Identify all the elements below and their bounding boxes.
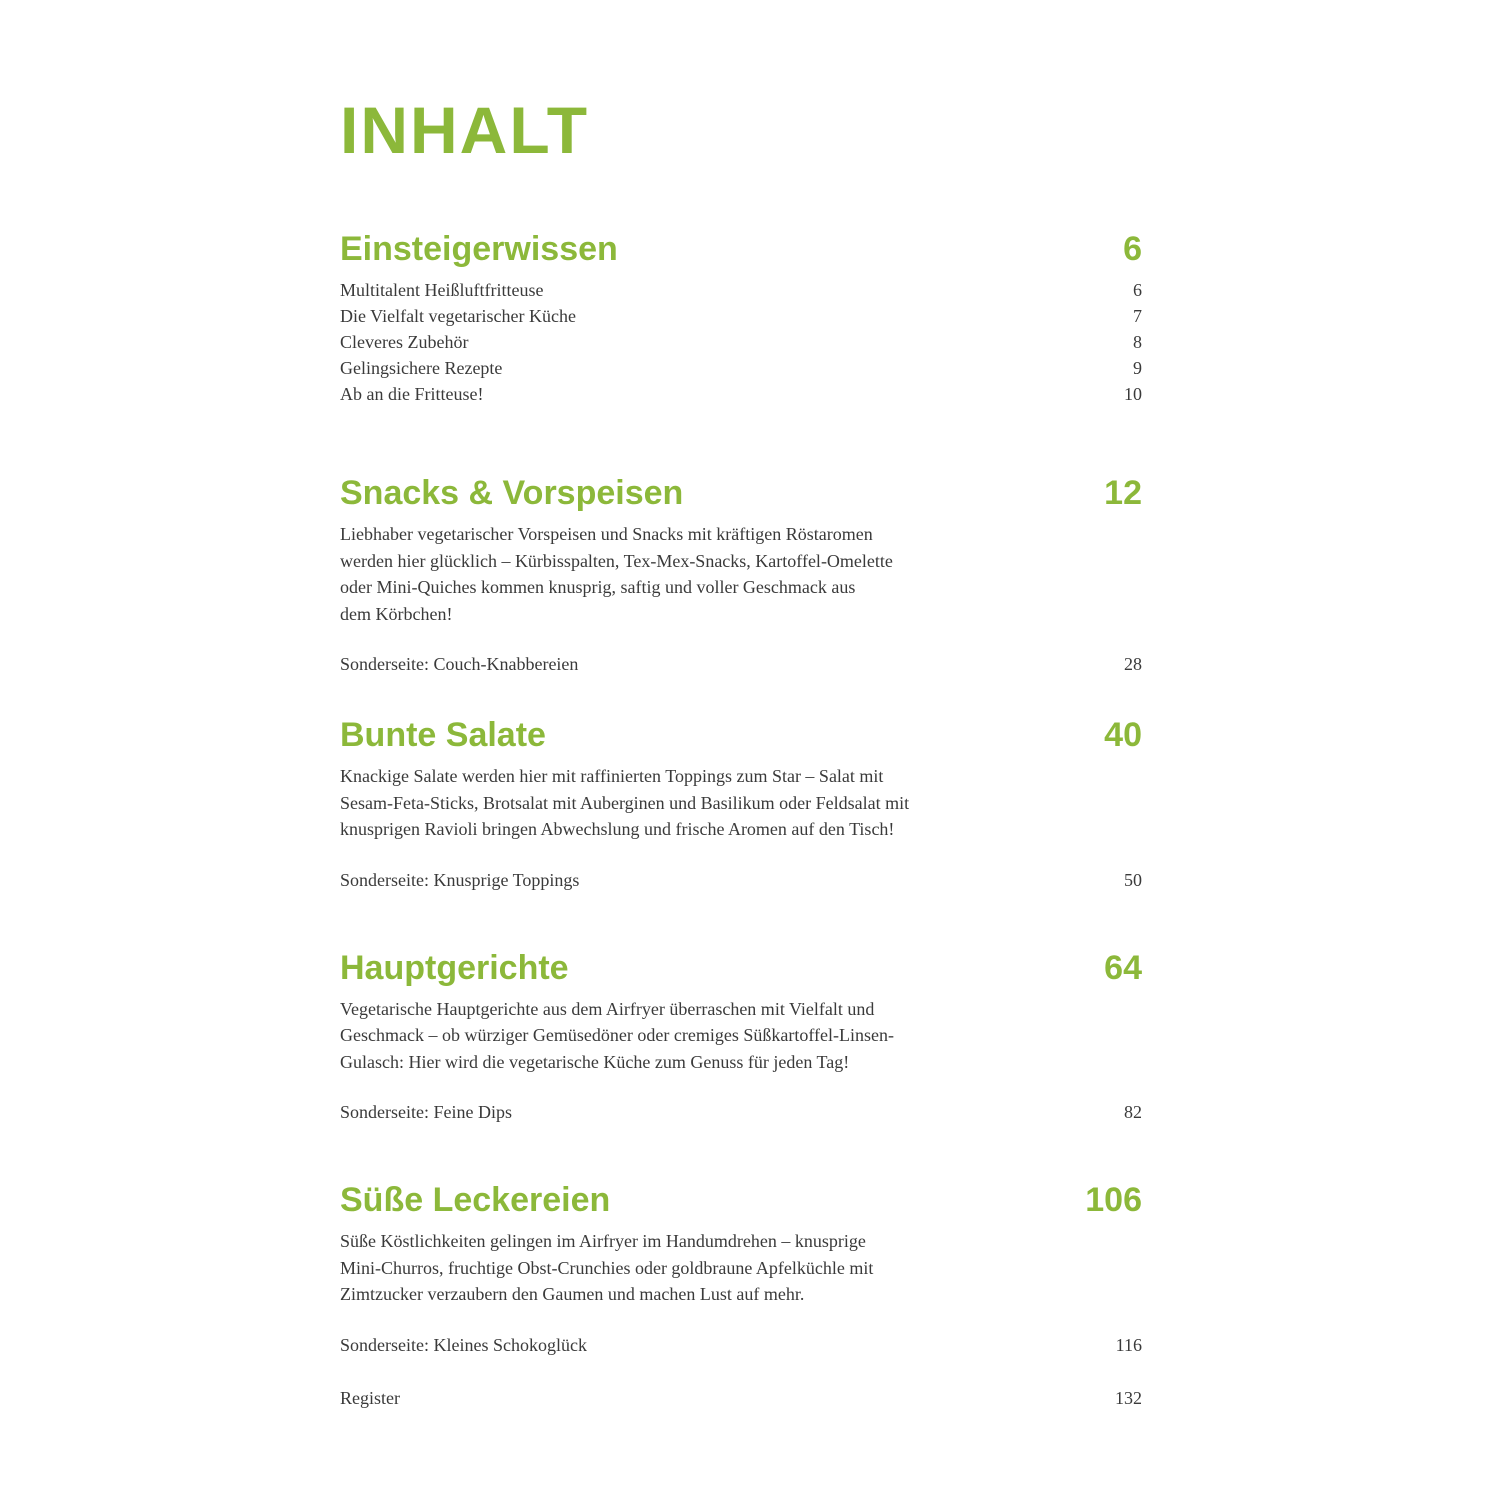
description-line: knusprigen Ravioli bringen Abwechslung und frische Aromen auf den Tisch! [340,819,895,839]
register-label: Register [340,1387,400,1408]
description-line: Zimtzucker verzaubern den Gaumen und machen Lust auf mehr. [340,1284,805,1304]
toc-item-page: 9 [1133,358,1142,378]
toc-item[interactable] [340,381,1142,407]
special-page-entry[interactable] [340,867,1142,893]
toc-item[interactable] [340,303,1142,329]
section-heading[interactable] [340,473,1142,513]
section-description [340,763,1020,843]
description-line: Gulasch: Hier wird die vegetarische Küche zum Genuss für jeden Tag! [340,1051,850,1072]
toc-item[interactable] [340,355,1142,381]
section-page-number: 40 [1104,716,1142,754]
special-page-number: 50 [1124,869,1142,890]
special-page-label: Sonderseite: Couch-Knabbereien [340,654,579,674]
special-page-label: Sonderseite: Knusprige Toppings [340,869,580,890]
section-title: Snacks & Vorspeisen [340,474,684,512]
section-page-number: 12 [1104,474,1142,512]
description-line: Vegetarische Hauptgerichte aus dem Airfryer überraschen mit Vielfalt und [340,998,875,1019]
section-heading[interactable] [340,948,1142,988]
section-title: Einsteigerwissen [340,230,618,268]
toc-item[interactable] [340,329,1142,355]
special-page-label: Sonderseite: Feine Dips [340,1102,512,1122]
description-line: dem Körbchen! [340,603,453,624]
toc-item-page: 7 [1133,306,1142,326]
section-page-number: 106 [1085,1181,1142,1219]
register-page-number: 132 [1115,1387,1142,1408]
description-line: werden hier glücklich – Kürbisspalten, Tex-Mex-Snacks, Kartoffel-Omelette [340,550,893,571]
section-einsteigerwissen [340,229,1142,407]
description-line: Geschmack – ob würziger Gemüsedöner oder cremiges Süßkartoffel-Linsen- [340,1025,894,1045]
special-page-number: 82 [1124,1102,1142,1122]
special-page-entry[interactable] [340,1332,1142,1358]
section-bunte-salate [340,715,1142,893]
table-of-contents [340,95,1142,1411]
section-title: Hauptgerichte [340,948,569,987]
section-description [340,1228,1010,1308]
section-description [340,996,1010,1076]
toc-item-label: Multitalent Heißluftfritteuse [340,280,544,300]
description-line: Süße Köstlichkeiten gelingen im Airfryer im Handumdrehen – knusprige [340,1231,866,1251]
description-line: Liebhaber vegetarischer Vorspeisen und Snacks mit kräftigen Röstaromen [340,524,873,544]
section-title: Bunte Salate [340,716,546,754]
section-title: Süße Leckereien [340,1181,611,1219]
special-page-label: Sonderseite: Kleines Schokoglück [340,1334,587,1355]
section-page-number: 64 [1104,948,1142,987]
section-suesse-leckereien [340,1180,1142,1358]
section-snacks-vorspeisen [340,473,1142,677]
section-page-number: 6 [1123,230,1142,268]
register-entry[interactable] [340,1385,1142,1411]
toc-item-page: 8 [1133,332,1142,352]
special-page-number: 116 [1115,1334,1142,1355]
section-heading[interactable] [340,1180,1142,1220]
toc-item-label: Cleveres Zubehör [340,332,469,352]
toc-item-label: Ab an die Fritteuse! [340,384,484,404]
section-description [340,521,1010,627]
toc-item-page: 10 [1124,384,1142,404]
special-page-entry[interactable] [340,1099,1142,1125]
description-line: oder Mini-Quiches kommen knusprig, saftig und voller Geschmack aus [340,577,856,597]
toc-item[interactable] [340,277,1142,303]
description-line: Mini-Churros, fruchtige Obst-Crunchies oder goldbraune Apfelküchle mit [340,1257,874,1278]
toc-item-label: Gelingsichere Rezepte [340,358,503,378]
page-title: INHALT [340,93,590,167]
special-page-entry[interactable] [340,651,1142,677]
toc-item-page: 6 [1133,280,1142,300]
toc-item-label: Die Vielfalt vegetarischer Küche [340,306,576,326]
description-line: Knackige Salate werden hier mit raffinierten Toppings zum Star – Salat mit [340,766,884,786]
description-line: Sesam-Feta-Sticks, Brotsalat mit Auberginen und Basilikum oder Feldsalat mit [340,792,910,813]
section-heading[interactable] [340,715,1142,755]
special-page-number: 28 [1124,654,1142,674]
section-heading[interactable] [340,229,1142,269]
section-hauptgerichte [340,948,1142,1126]
